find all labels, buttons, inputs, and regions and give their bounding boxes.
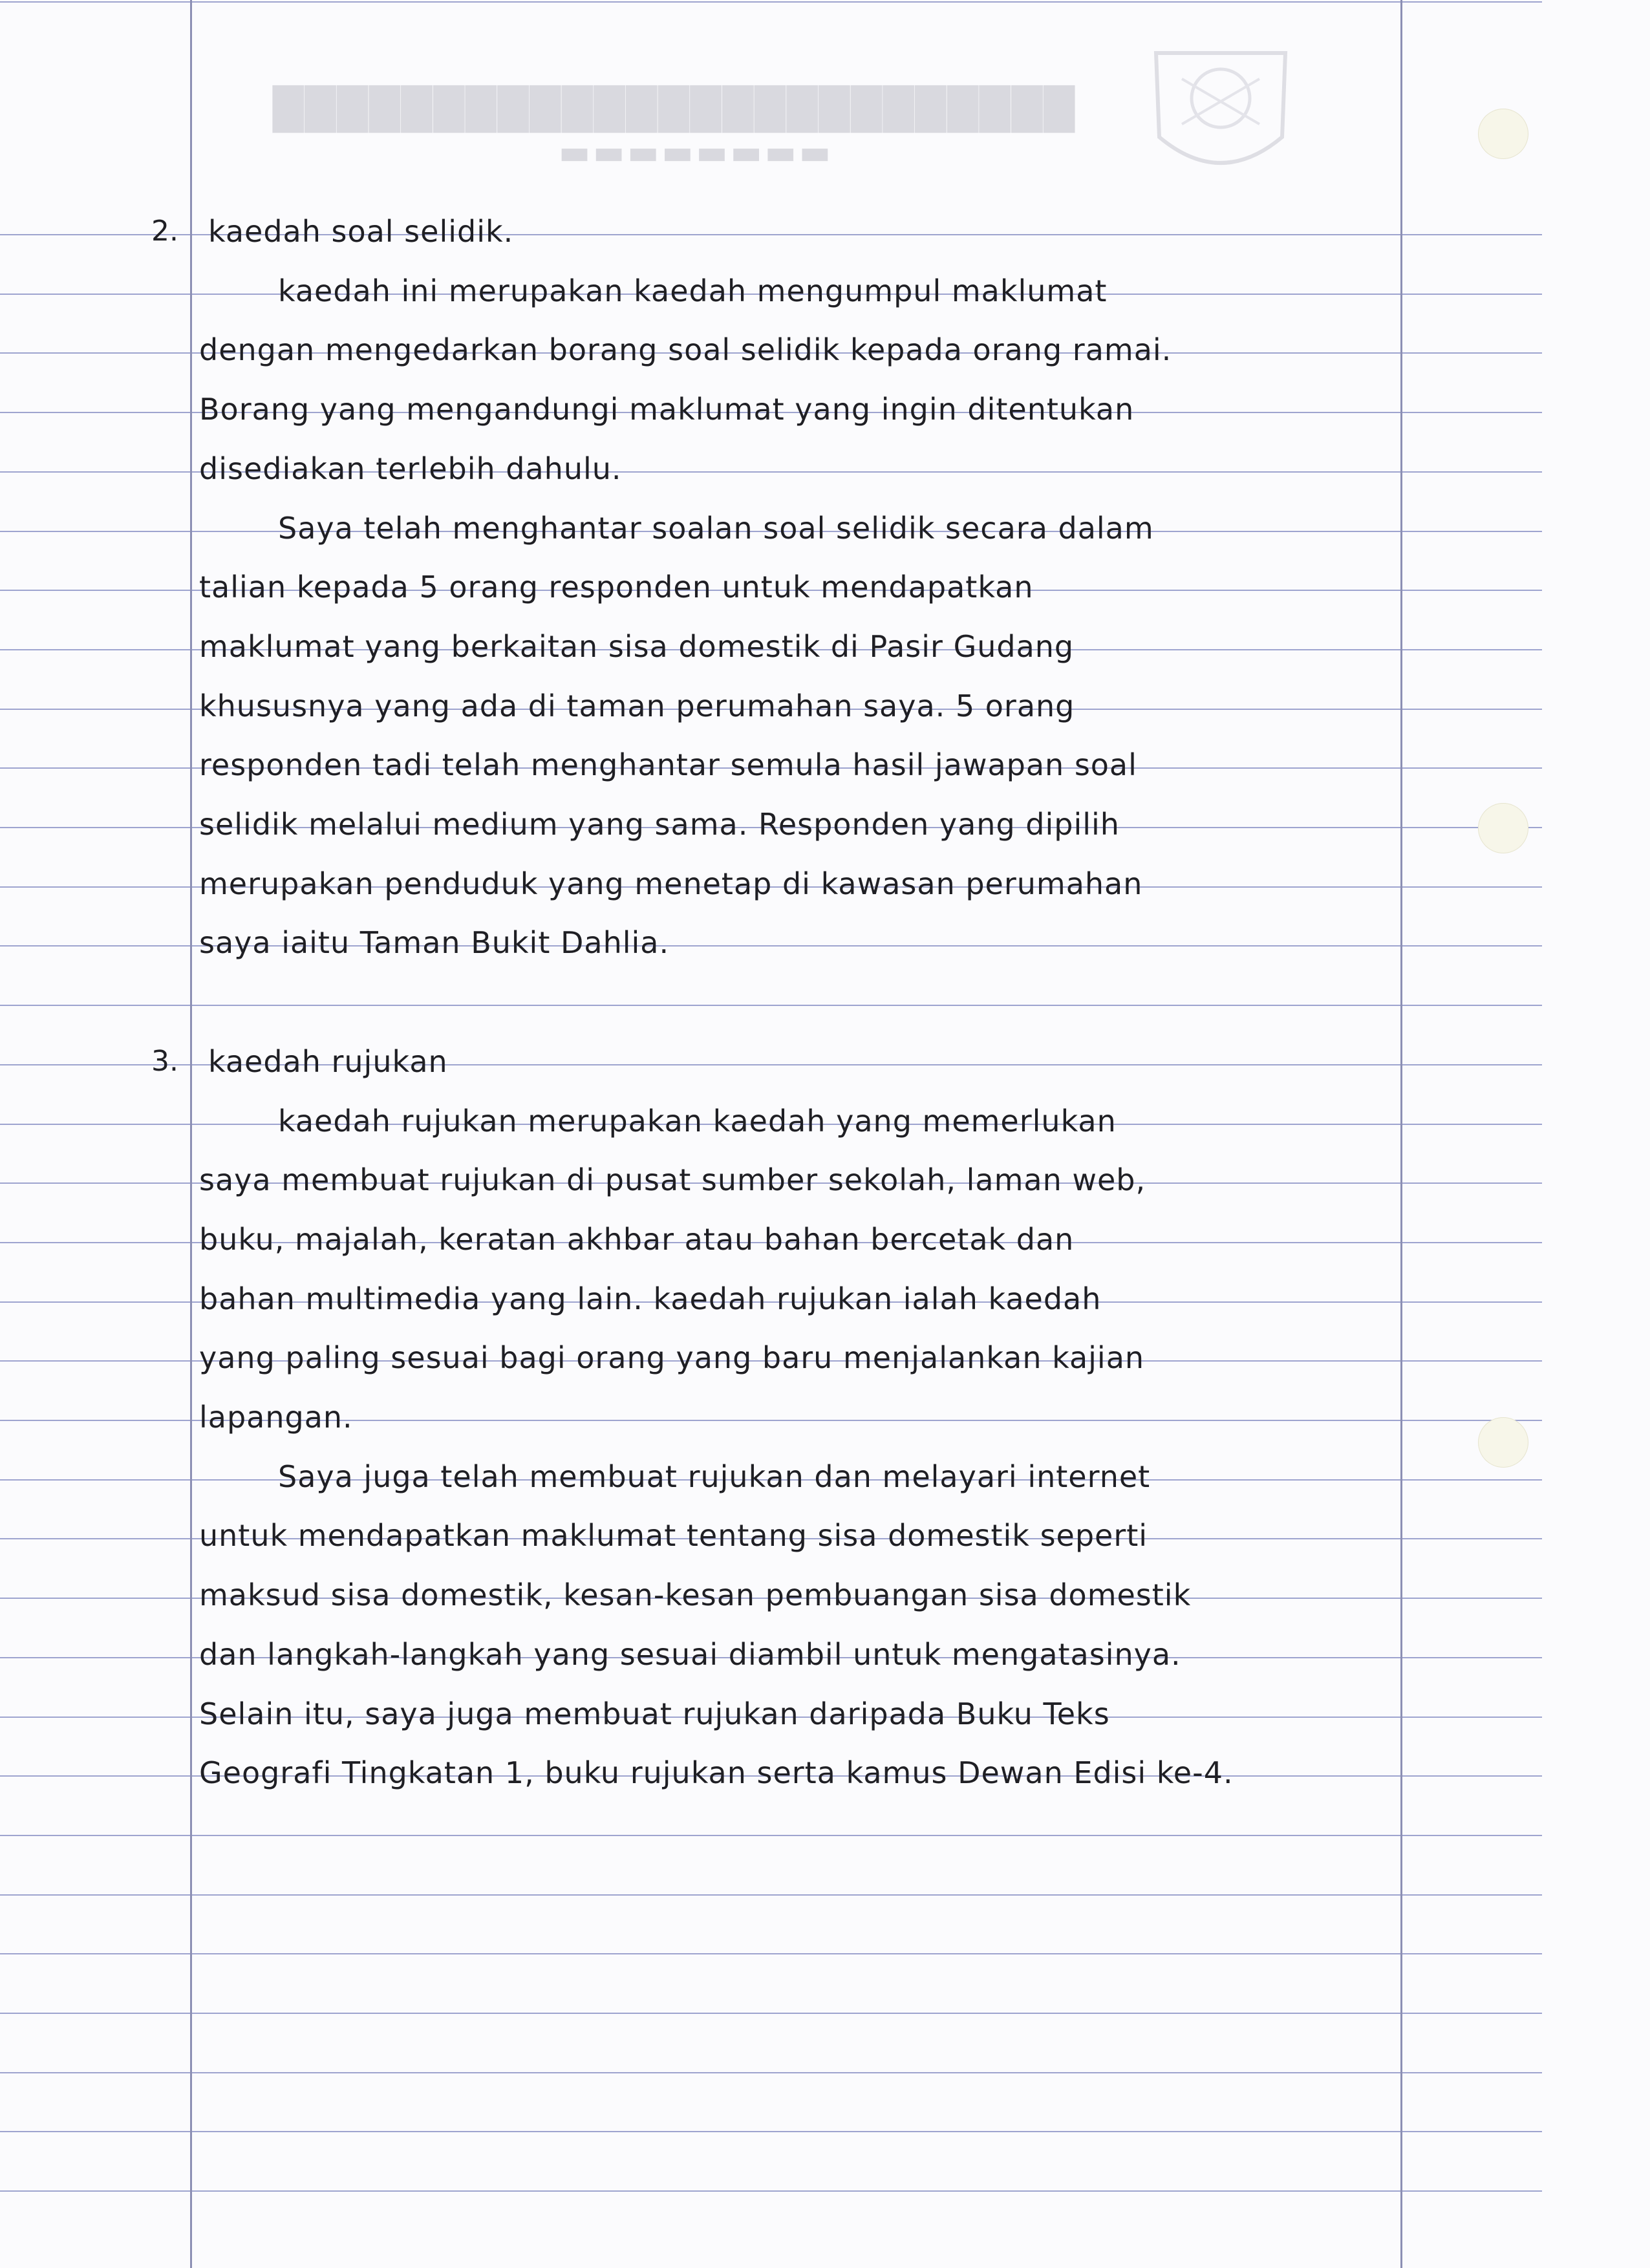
ruled-line bbox=[0, 1, 1542, 3]
ruled-line bbox=[0, 2013, 1542, 2014]
paragraph-line: saya iaitu Taman Bukit Dahlia. bbox=[199, 925, 670, 960]
paragraph-line: kaedah ini merupakan kaedah mengumpul maklumat bbox=[278, 273, 1108, 308]
paragraph-line: kaedah rujukan merupakan kaedah yang memerlukan bbox=[278, 1104, 1117, 1139]
paragraph-line: dengan mengedarkan borang soal selidik kepada orang ramai. bbox=[199, 332, 1172, 367]
punch-hole bbox=[1478, 109, 1528, 159]
section-heading: kaedah rujukan bbox=[208, 1044, 448, 1079]
show-through-subheader: ▬▬▬▬▬▬▬▬ bbox=[556, 133, 831, 172]
paragraph-line: dan langkah-langkah yang sesuai diambil untuk mengatasinya. bbox=[199, 1637, 1181, 1672]
paragraph-line: responden tadi telah menghantar semula hasil jawapan soal bbox=[199, 747, 1137, 782]
show-through-school-crest-icon bbox=[1143, 40, 1298, 189]
section-heading: kaedah soal selidik. bbox=[208, 214, 514, 249]
paragraph-line: talian kepada 5 orang responden untuk mendapatkan bbox=[199, 570, 1034, 604]
paragraph-line: Selain itu, saya juga membuat rujukan daripada Buku Teks bbox=[199, 1696, 1110, 1731]
punch-hole bbox=[1478, 1417, 1528, 1468]
paragraph-line: yang paling sesuai bagi orang yang baru menjalankan kajian bbox=[199, 1340, 1145, 1375]
paragraph-line: Borang yang mengandungi maklumat yang ingin ditentukan bbox=[199, 392, 1135, 427]
paragraph-line: buku, majalah, keratan akhbar atau bahan bercetak dan bbox=[199, 1222, 1075, 1257]
ruled-line bbox=[0, 1894, 1542, 1896]
paragraph-line: Geografi Tingkatan 1, buku rujukan serta kamus Dewan Edisi ke-4. bbox=[199, 1755, 1234, 1790]
section-number: 3. bbox=[151, 1045, 178, 1078]
paragraph-line: merupakan penduduk yang menetap di kawasan perumahan bbox=[199, 866, 1143, 901]
ruled-line bbox=[0, 1005, 1542, 1006]
left-margin-line bbox=[190, 0, 192, 2268]
ruled-line bbox=[0, 2131, 1542, 2132]
ruled-line bbox=[0, 2190, 1542, 2192]
paragraph-line: Saya juga telah membuat rujukan dan melayari internet bbox=[278, 1459, 1151, 1494]
paragraph-line: selidik melalui medium yang sama. Responden yang dipilih bbox=[199, 807, 1120, 842]
ruled-line bbox=[0, 1835, 1542, 1836]
paragraph-line: khususnya yang ada di taman perumahan saya. 5 orang bbox=[199, 689, 1075, 723]
paragraph-line: saya membuat rujukan di pusat sumber sekolah, laman web, bbox=[199, 1162, 1146, 1197]
paragraph-line: maklumat yang berkaitan sisa domestik di Pasir Gudang bbox=[199, 629, 1075, 664]
section-number: 2. bbox=[151, 215, 178, 248]
paragraph-line: lapangan. bbox=[199, 1400, 353, 1435]
paragraph-line: Saya telah menghantar soalan soal selidik secara dalam bbox=[278, 511, 1154, 546]
paragraph-line: untuk mendapatkan maklumat tentang sisa domestik seperti bbox=[199, 1518, 1148, 1553]
ruled-line bbox=[0, 2072, 1542, 2073]
ruled-line bbox=[0, 1953, 1542, 1954]
show-through-header: █████████████████████████ bbox=[272, 85, 1075, 133]
paragraph-line: bahan multimedia yang lain. kaedah rujukan ialah kaedah bbox=[199, 1281, 1102, 1316]
punch-hole bbox=[1478, 803, 1528, 853]
paragraph-line: disediakan terlebih dahulu. bbox=[199, 451, 622, 486]
paragraph-line: maksud sisa domestik, kesan-kesan pembuangan sisa domestik bbox=[199, 1578, 1192, 1612]
